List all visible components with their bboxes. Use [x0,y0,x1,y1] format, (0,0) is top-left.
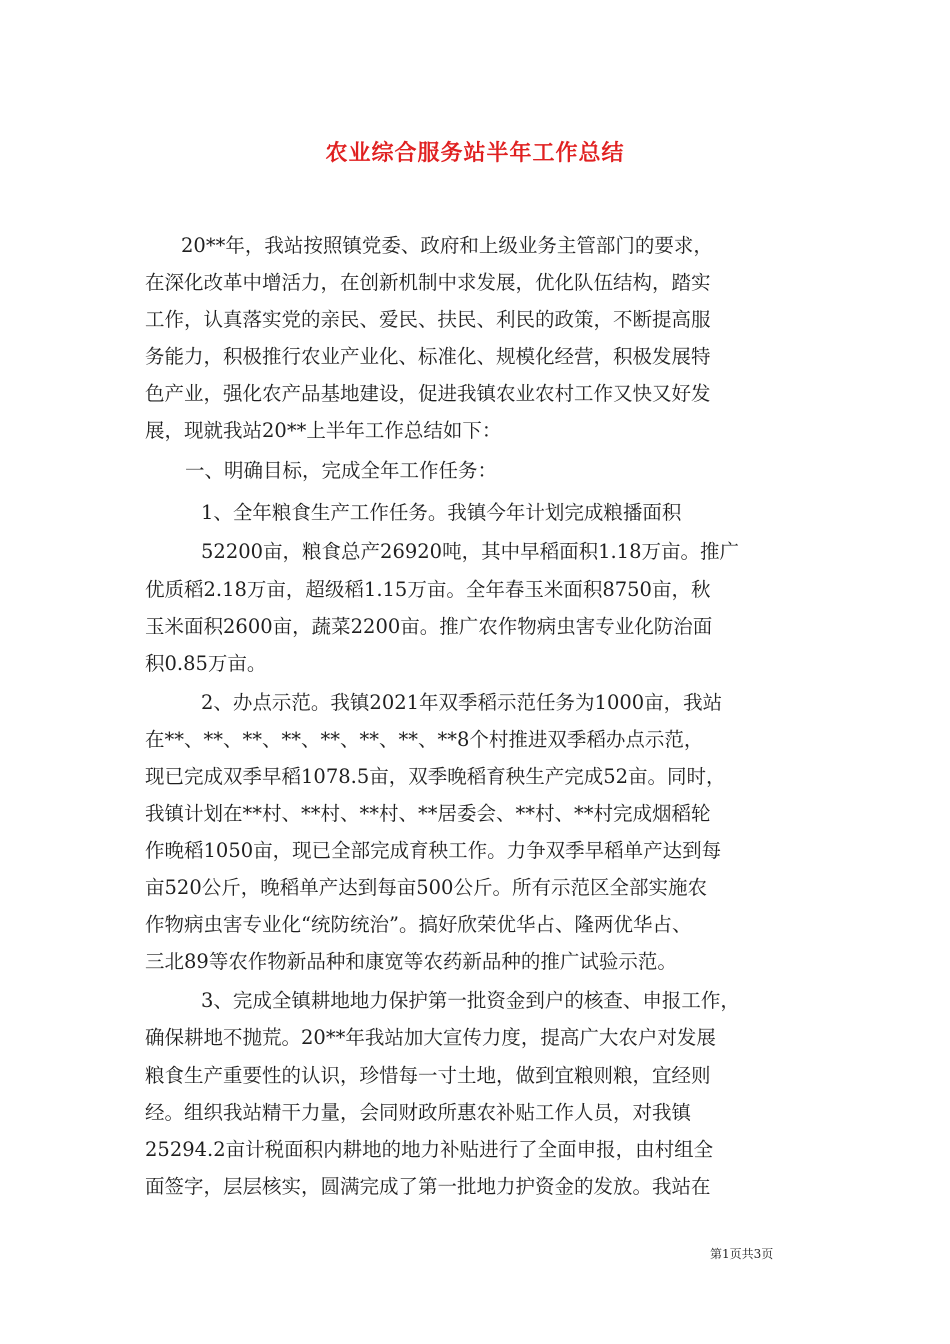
paragraph-line: 粮食生产重要性的认识，珍惜每一寸土地，做到宜粮则粮，宜经则 [145,1064,711,1087]
paragraph-line: 现已完成双季早稻1078.5亩，双季晚稻育秧生产完成52亩。同时， [145,765,726,788]
paragraph-line: 积0.85万亩。 [145,652,267,675]
paragraph-line: 作物病虫害专业化“统防统治”。搞好欣荣优华占、隆两优华占、 [145,913,692,936]
paragraph-line: 确保耕地不抛荒。20**年我站加大宣传力度，提高广大农户对发展 [145,1026,716,1049]
paragraph-line: 面签字，层层核实，圆满完成了第一批地力护资金的发放。我站在 [145,1175,711,1198]
paragraph-line: 25294.2亩计税面积内耕地的地力补贴进行了全面申报，由村组全 [145,1138,714,1161]
paragraph-line: 亩520公斤，晚稻单产达到每亩500公斤。所有示范区全部实施农 [145,876,707,899]
paragraph-line: 在**、**、**、**、**、**、**、**8个村推进双季稻办点示范， [145,728,704,751]
paragraph-line: 优质稻2.18万亩，超级稻1.15万亩。全年春玉米面积8750亩，秋 [145,578,711,601]
page-title: 农业综合服务站半年工作总结 [325,141,625,166]
paragraph-line: 在深化改革中增活力，在创新机制中求发展，优化队伍结构，踏实 [145,271,711,294]
paragraph-line: 玉米面积2600亩，蔬菜2200亩。推广农作物病虫害专业化防治面 [145,615,713,638]
paragraph-line: 20**年，我站按照镇党委、政府和上级业务主管部门的要求， [181,234,713,257]
paragraph-line: 52200亩，粮食总产26920吨，其中早稻面积1.18万亩。推广 [201,540,739,563]
paragraph-line: 2、办点示范。我镇2021年双季稻示范任务为1000亩，我站 [201,691,723,714]
section-heading: 一、明确目标，完成全年工作任务： [185,459,498,482]
page-number: 第1页共3页 [710,1247,774,1261]
paragraph-line: 经。组织我站精干力量，会同财政所惠农补贴工作人员，对我镇 [145,1101,692,1124]
paragraph-line: 3、完成全镇耕地地力保护第一批资金到户的核查、申报工作， [201,989,740,1012]
paragraph-line: 作晚稻1050亩，现已全部完成育秧工作。力争双季早稻单产达到每 [145,839,722,862]
paragraph-line: 展，现就我站20**上半年工作总结如下： [145,419,502,442]
paragraph-line: 务能力，积极推行农业产业化、标准化、规模化经营，积极发展特 [145,345,711,368]
paragraph-line: 色产业，强化农产品基地建设，促进我镇农业农村工作又快又好发 [145,382,711,405]
paragraph-line: 1、全年粮食生产工作任务。我镇今年计划完成粮播面积 [201,501,682,524]
paragraph-line: 工作，认真落实党的亲民、爱民、扶民、利民的政策，不断提高服 [145,308,711,331]
paragraph-line: 三北89等农作物新品种和康宽等农药新品种的推广试验示范。 [145,950,677,973]
paragraph-line: 我镇计划在**村、**村、**村、**居委会、**村、**村完成烟稻轮 [145,802,711,825]
